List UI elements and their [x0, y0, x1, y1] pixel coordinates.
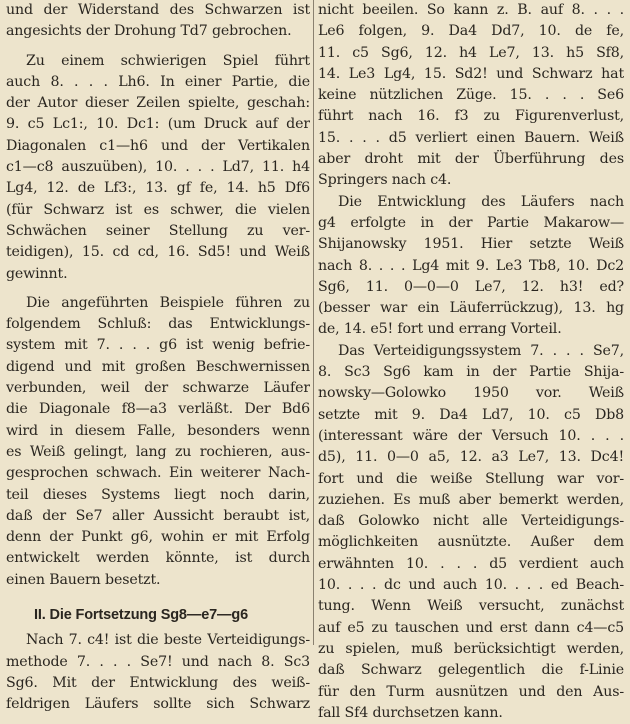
text-line: möglichkeiten ausnützte. Außer dem [318, 534, 624, 551]
text-line: Die angeführten Beispiele führen zu [26, 294, 310, 311]
paragraph [6, 51, 310, 285]
right-column [318, 0, 624, 724]
text-line: 14. Le3 Lg4, 15. Sd2! und Schwarz hat [318, 65, 624, 82]
text-line: auch 8. . . . Lh6. In einer Partie, die [6, 73, 310, 90]
text-line: (für Schwarz ist es schwer, die vielen [6, 201, 310, 218]
text-line: fall Sf4 durchsetzen kann. [318, 704, 503, 721]
text-line: gesprochen schwach. Ein weiterer Nach- [6, 465, 310, 482]
text-line: es Weiß gelingt, lang zu rochieren, aus- [6, 443, 310, 460]
text-line: Das Verteidigungssystem 7. . . . Se7, [338, 342, 624, 359]
text-line: Die Entwicklung des Läufers nach [338, 193, 624, 210]
text-line: g4 erfolgte in der Partie Makarow— [318, 214, 624, 231]
text-line: daß der Se7 aller Aussicht beraubt ist, [6, 507, 310, 524]
text-line: gewinnt. [6, 265, 68, 282]
text-line: de, 14. e5! fort und errang Vorteil. [318, 321, 562, 338]
text-line: (besser war ein Läuferrückzug), 13. hg [318, 300, 624, 317]
text-line: Shijanowsky 1951. Hier setzte Weiß [318, 236, 624, 253]
text-line: wird in diesem Falle, besonders wenn [6, 422, 310, 439]
text-line: keine nützlichen Züge. 15. . . . Se6 [318, 87, 624, 104]
text-line: aber droht mit der Überführung des [318, 151, 624, 168]
text-line: angesichts der Drohung Td7 gebrochen. [6, 23, 292, 40]
text-line: Diagonalen c1—h6 und der Vertikalen [6, 137, 310, 154]
column-divider [313, 0, 314, 645]
text-line: tung. Wenn Weiß versucht, zunächst [318, 598, 624, 615]
text-line: die Diagonale f8—a3 verläßt. Der Bd6 [6, 401, 310, 418]
text-line: Lg4, 12. de Lf3:, 13. gf fe, 14. h5 Df6 [6, 180, 310, 197]
text-line: denn der Punkt g6, wohin er mit Erfolg [6, 529, 310, 546]
text-line: daß Schwarz gelegentlich die f-Linie [318, 662, 624, 679]
paragraph [318, 192, 624, 341]
text-line: Sg6, 11. 0—0—0 Le7, 12. h3! ed? [318, 278, 624, 295]
text-line: Nach 7. c4! ist die beste Verteidigungs- [26, 632, 310, 649]
text-line: nicht beeilen. So kann z. B. auf 8. . . . [318, 2, 624, 18]
text-line: system mit 7. . . . g6 ist wenig befrie- [6, 337, 310, 354]
text-line: feldrigen Läufers sollte sich Schwarz [6, 696, 310, 713]
text-line: entwickelt werden könnte, ist durch [6, 550, 310, 567]
text-line: 9. c5 Lc1:, 10. Dc1: (um Druck auf der [6, 116, 310, 133]
text-line: erwähnten 10. . . . d5 verdient auch [318, 555, 624, 572]
text-line: für den Turm ausnützen und den Aus- [318, 683, 624, 700]
text-line: nach 8. . . . Lg4 mit 9. Le3 Tb8, 10. Dc2 [318, 257, 624, 274]
text-line: methode 7. . . . Se7! und nach 8. Sc3 [6, 653, 310, 670]
text-line: (interessant wäre der Versuch 10. . . . [318, 427, 624, 444]
text-line: teidigen), 15. cd cd, 16. Sd5! und Weiß [6, 244, 310, 261]
text-line: Springers nach c4. [318, 172, 452, 189]
text-line: führt nach 16. f3 zu Figurenverlust, [318, 108, 624, 125]
text-line: d5), 11. 0—0 a5, 12. a3 Le7, 13. Dc4! [318, 449, 624, 466]
text-line: daß Golowko nicht alle Verteidigungs- [318, 513, 624, 530]
text-line: 8. Sc3 Sg6 kam in der Partie Shija- [318, 364, 624, 381]
text-line: auf e5 zu tauschen und erst dann c4—c5 [318, 619, 624, 636]
text-line: und der Widerstand des Schwarzen ist [6, 2, 310, 18]
text-line: einen Bauern besetzt. [6, 571, 161, 588]
text-line: fort und die weiße Stellung war vor- [318, 470, 624, 487]
text-line: folgendem Schluß: das Entwicklungs- [6, 316, 310, 333]
text-line: Le6 folgen, 9. Da4 Dd7, 10. de fe, [318, 23, 624, 40]
section-heading: II. Die Fortsetzung Sg8—e7—g6 [34, 607, 248, 624]
text-line: der Autor dieser Zeilen spielte, geschah: [6, 95, 310, 112]
text-line: Schwächen seiner Stellung zu ver- [6, 222, 310, 239]
paragraph [318, 341, 624, 724]
paragraph [6, 293, 310, 591]
text-line: Zu einem schwierigen Spiel führt [26, 52, 310, 69]
text-line: 11. c5 Sg6, 12. h4 Le7, 13. h5 Sf8, [318, 44, 624, 61]
text-line: zuziehen. Es muß aber bemerkt werden, [318, 491, 624, 508]
text-line: 15. . . . d5 verliert einen Bauern. Weiß [318, 129, 624, 146]
text-line: digend und mit großen Beschwernissen [6, 358, 310, 375]
left-column [6, 0, 310, 716]
text-line: nowsky—Golowko 1950 vor. Weiß [318, 385, 624, 402]
text-line: c1—c8 auszuüben), 10. . . . Ld7, 11. h4 [6, 159, 310, 176]
text-line: Sg6. Mit der Entwicklung des weiß- [6, 674, 310, 691]
paragraph [318, 0, 624, 192]
paragraph [6, 630, 310, 715]
text-line: setzte mit 9. Da4 Ld7, 10. c5 Db8 [318, 406, 624, 423]
text-line: 10. . . . dc und auch 10. . . . ed Beach- [318, 577, 624, 594]
paragraph [6, 0, 310, 43]
text-line: teil dieses Systems liegt noch darin, [6, 486, 310, 503]
text-line: verbunden, weil der schwarze Läufer [6, 380, 310, 397]
text-line: zu spielen, muß berücksichtigt werden, [318, 640, 624, 657]
